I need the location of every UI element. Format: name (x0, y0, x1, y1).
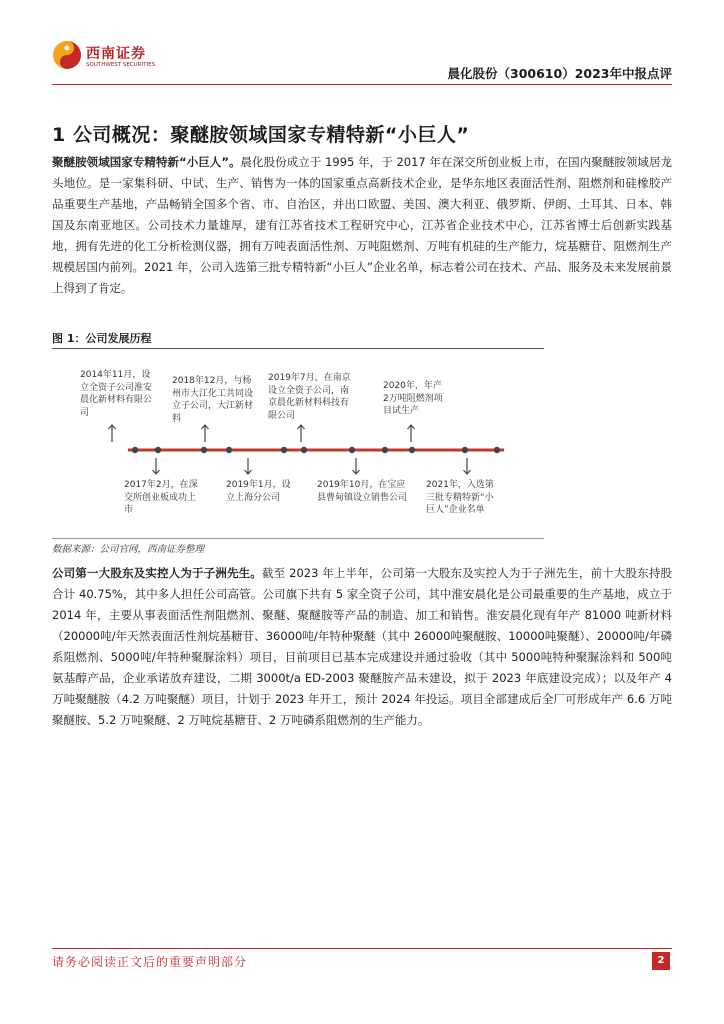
paragraph-company-overview (52, 152, 672, 299)
header-divider (52, 84, 672, 85)
timeline-event-2018: 2018年12月，与杨州市大江化工共同设立子公司，大江新材料 (172, 376, 254, 424)
arrow-up-icon (298, 425, 305, 442)
company-logo (52, 40, 212, 76)
figure-bottom-divider (52, 538, 544, 539)
timeline-event-2021: 2021年，入选第三批专精特新“小巨人”企业名单 (426, 480, 494, 515)
timeline-node (349, 447, 355, 453)
timeline-node (382, 447, 388, 453)
timeline-node (409, 447, 415, 453)
logo-cn-text: 西南证券 (86, 46, 146, 62)
paragraph-lead: 聚醚胺领域国家专精特新“小巨人”。 (52, 155, 241, 169)
timeline-event-2020: 2020年，年产2万吨阻燃剂项目试生产 (383, 381, 443, 416)
disclaimer-note: 请务必阅读正文后的重要声明部分 (52, 955, 248, 969)
paragraph-body: 晨化股份成立于 1995 年，于 2017 年在深交所创业板上市，在国内聚醚胺领域居龙头地位。是一家集科研、中试、生产、销售为一体的国家重点高新技术企业，是华东地区表面活性剂、阻燃剂和硅橡胶产品重要生产基地，产品畅销全国多个省、市、自治区，并出口欧盟、美国、澳大利亚、俄罗斯、伊朗、土耳其、日本、韩国及东南亚地区。公司技术力量雄厚，建有江苏省技术工程研究中心，江苏省企业技术中心，江苏省博士后创新实践基地，拥有先进的化工分析检测仪器，拥有万吨表面活性剂、万吨阻燃剂、万吨有机硅的生产能力，烷基糖苷、阻燃剂生产规模居国内前列。2021 年，公司入选第三批专精特新“小巨人”企业名单，标志着公司在技术、产品、服务及未来发展前景上得到了肯定。 (52, 155, 672, 295)
timeline-node (281, 447, 287, 453)
figure-label: 图 1：公司发展历程 (52, 332, 152, 345)
timeline-node (226, 447, 232, 453)
timeline-event-2019-jan: 2019年1月，设立上海分公司 (226, 480, 291, 503)
paragraph-body: 截至 2023 年上半年，公司第一大股东及实控人为于子洲先生，前十大股东持股合计 40.75%，其中多人担任公司高管。公司旗下共有 5 家全资子公司，其中淮安晨化是公司最重要的生产基地，成立于 2014 年，主要从事表面活性剂阻燃剂、聚醚、聚醚胺等产品的制造、加工和销售。淮安晨化现有年产 81000 吨新材料（20000吨/年天然表面活性剂烷基糖苷、36000吨/年特种聚醚（其中 26000吨聚醚胺、10000吨聚醚）、20000吨/年磷系阻燃剂、5000吨/年特种聚脲涂料）项目，目前项目已基本完成建设并通过验收（其中 5000吨特种聚脲涂料和 500吨氨基醇产品，企业承诺放弃建设，二期 3000t/a ED-2003 聚醚胺产品未建设，拟于 2023 年底建设完成）；以及年产 4 万吨聚醚胺（4.2 万吨聚醚）项目，计划于 2023 年开工，预计 2024 年投运。项目全部建成后全厂可形成年产 6.6 万吨聚醚胺、5.2 万吨聚醚、2 万吨烷基糖苷、2 万吨磷系阻燃剂的生产能力。 (52, 566, 673, 727)
report-title: 晨化股份（300610）2023年中报点评 (447, 66, 672, 81)
timeline-node (201, 447, 207, 453)
timeline-event-2019-oct: 2019年10月，在宝应县曹甸镇设立销售公司 (317, 480, 408, 503)
figure-top-divider (52, 348, 544, 349)
timeline-node (494, 447, 500, 453)
arrow-down-icon (464, 458, 471, 474)
logo-en-text: SOUTHWEST SECURITIES (86, 62, 156, 68)
arrow-down-icon (353, 458, 360, 474)
paragraph-shareholders (52, 563, 672, 731)
timeline-node (132, 447, 138, 453)
timeline-node (462, 447, 468, 453)
page-number: 2 (652, 952, 670, 970)
arrow-down-icon (245, 458, 252, 474)
footer-divider (52, 948, 672, 949)
timeline-event-2019-jul: 2019年7月，在南京设立全资子公司，南京晨化新材料科技有限公司 (268, 373, 351, 421)
section-title: 1 公司概况：聚醚胺领域国家专精特新“小巨人” (52, 124, 470, 146)
figure-source: 数据来源：公司官网，西南证券整理 (52, 544, 205, 555)
timeline-event-2017: 2017年2月，在深交所创业板成功上市 (124, 480, 198, 515)
paragraph-lead: 公司第一大股东及实控人为于子洲先生。 (52, 566, 262, 580)
arrow-up-icon (408, 425, 415, 442)
timeline-node (301, 447, 307, 453)
logo-swirl-icon (52, 40, 82, 70)
timeline-node (155, 447, 161, 453)
arrow-up-icon (109, 425, 116, 442)
arrow-up-icon (202, 425, 209, 442)
timeline-event-2014: 2014年11月，设立全资子公司淮安晨化新材料有限公司 (80, 370, 153, 418)
arrow-down-icon (153, 458, 160, 474)
